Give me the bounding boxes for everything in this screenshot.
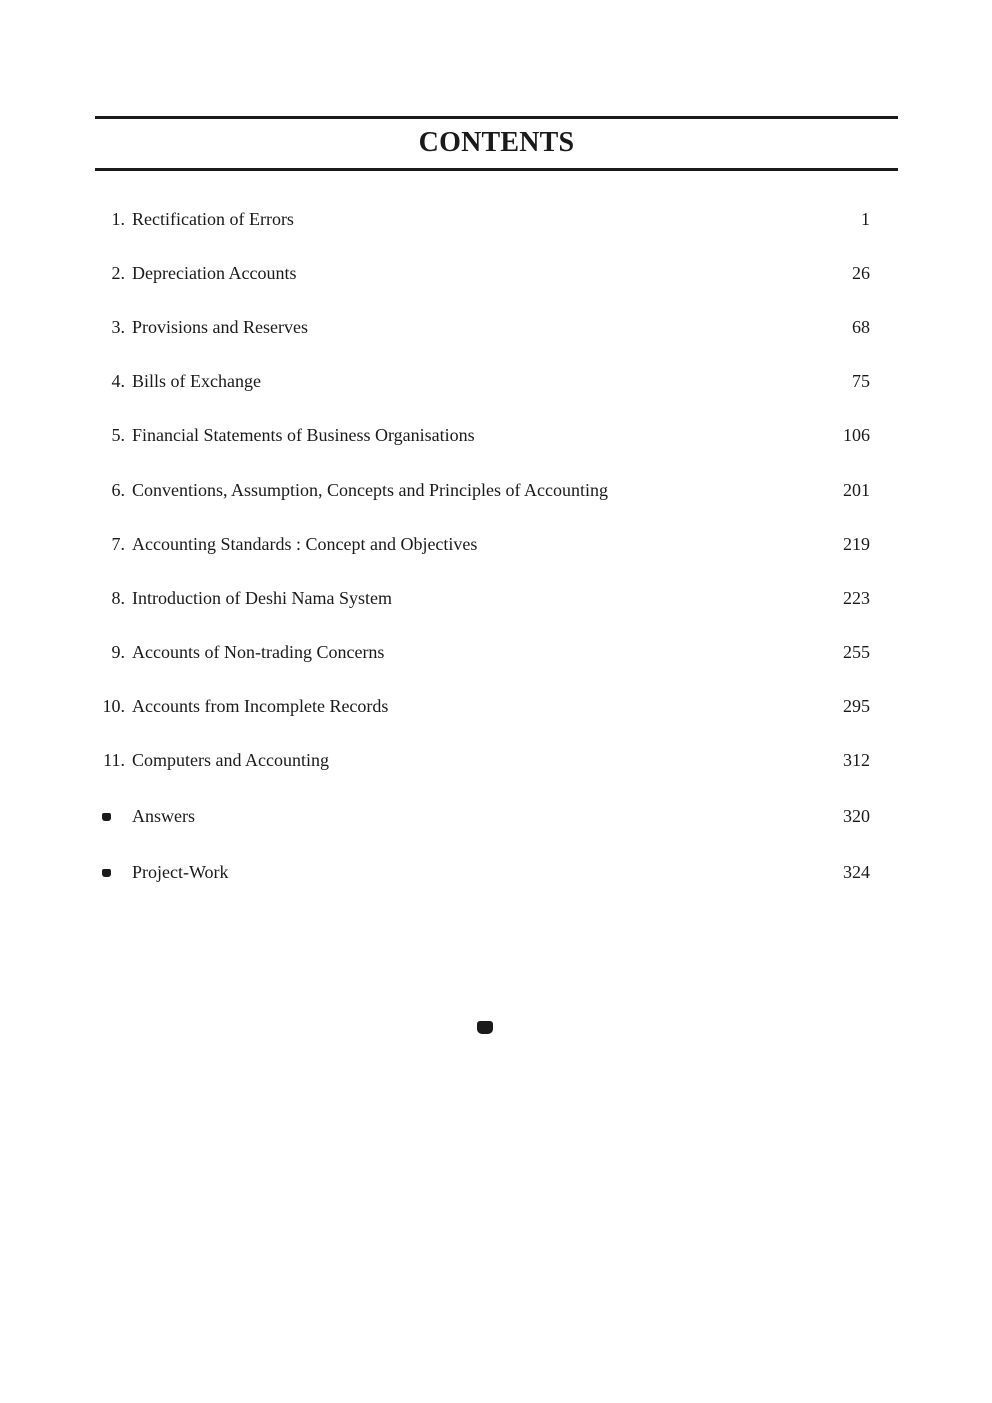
toc-entry <box>95 477 870 503</box>
toc-entry-title: Provisions and Reserves <box>132 317 308 337</box>
toc-entry <box>95 585 870 611</box>
end-ornament-icon <box>477 1021 493 1034</box>
toc-entry-number: 7. <box>111 534 125 554</box>
toc-entry-page: 1 <box>861 209 870 229</box>
toc-extra-entry <box>95 859 870 885</box>
toc-entry-page: 255 <box>843 642 870 662</box>
toc-entry-title: Rectification of Errors <box>132 209 294 229</box>
toc-entry-number: 9. <box>111 642 125 662</box>
toc-entry-number: 4. <box>111 371 125 391</box>
toc-entry-page: 68 <box>852 317 870 337</box>
toc-entry-page: 223 <box>843 588 870 608</box>
toc-entry-title: Accounts of Non-trading Concerns <box>132 642 385 662</box>
toc-entry-title: Answers <box>132 806 195 826</box>
bullet-icon <box>102 869 111 877</box>
toc-entry-title: Financial Statements of Business Organisations <box>132 425 475 445</box>
toc-entry <box>95 422 870 448</box>
title-top-rule <box>95 116 898 119</box>
toc-entry-title: Accounts from Incomplete Records <box>132 696 389 716</box>
toc-entry-page: 106 <box>843 425 870 445</box>
toc-entry <box>95 368 870 394</box>
toc-entry-number: 10. <box>102 696 125 716</box>
toc-entry-title: Bills of Exchange <box>132 371 261 391</box>
toc-entry-number: 5. <box>111 425 125 445</box>
toc-entry <box>95 206 870 232</box>
toc-entry <box>95 747 870 773</box>
toc-entry-number: 6. <box>111 480 125 500</box>
toc-entry-title: Accounting Standards : Concept and Objectives <box>132 534 478 554</box>
toc-entry-title: Depreciation Accounts <box>132 263 297 283</box>
toc-entry-title: Conventions, Assumption, Concepts and Principles of Accounting <box>132 480 608 500</box>
title-bottom-rule <box>95 168 898 171</box>
toc-entry-page: 324 <box>843 862 870 882</box>
page-title: CONTENTS <box>418 127 575 158</box>
toc-entry-title: Computers and Accounting <box>132 750 329 770</box>
toc-entry-number: 3. <box>111 317 125 337</box>
toc-entry-page: 320 <box>843 806 870 826</box>
toc-entry-page: 26 <box>852 263 870 283</box>
toc-entry <box>95 260 870 286</box>
toc-entry-number: 8. <box>111 588 125 608</box>
toc-entry-page: 295 <box>843 696 870 716</box>
toc-entry <box>95 693 870 719</box>
toc-entry-page: 201 <box>843 480 870 500</box>
toc-entry-page: 219 <box>843 534 870 554</box>
toc-entry-title: Project-Work <box>132 862 229 882</box>
toc-entry-page: 312 <box>843 750 870 770</box>
toc-extra-entry <box>95 803 870 829</box>
toc-entry-page: 75 <box>852 371 870 391</box>
bullet-icon <box>102 813 111 821</box>
toc-entry-number: 1. <box>111 209 125 229</box>
toc-entry-title: Introduction of Deshi Nama System <box>132 588 392 608</box>
toc-entry-number: 2. <box>111 263 125 283</box>
toc-entry <box>95 314 870 340</box>
toc-entry <box>95 531 870 557</box>
toc-entry-number: 11. <box>103 750 125 770</box>
toc-entry <box>95 639 870 665</box>
